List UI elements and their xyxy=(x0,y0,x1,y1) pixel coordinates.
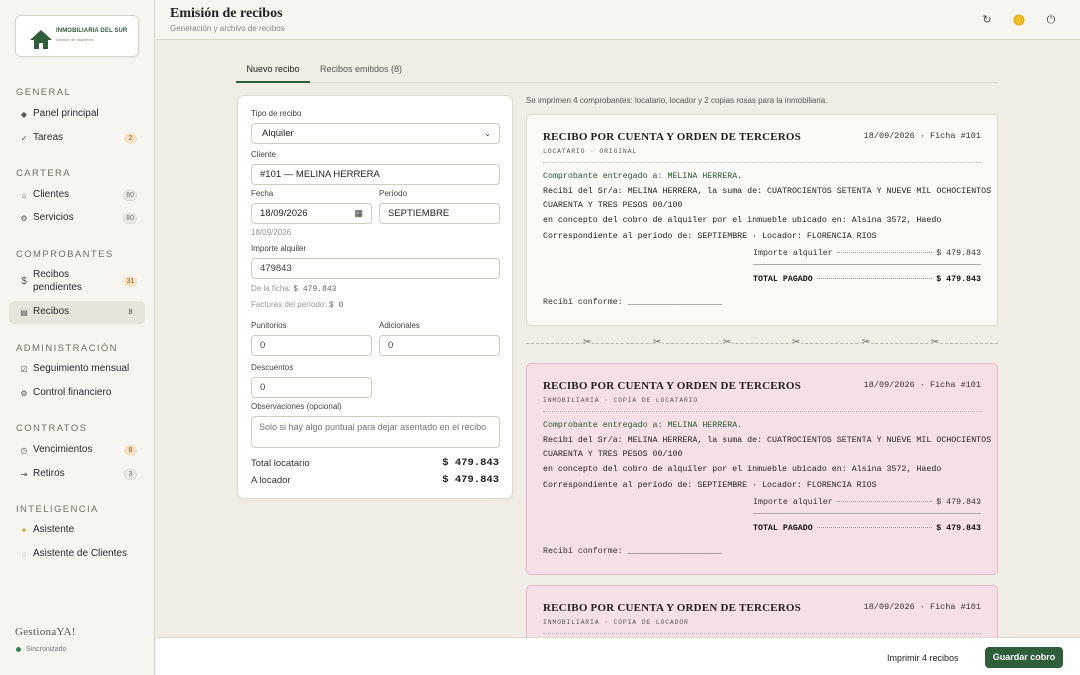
save-button[interactable]: Guardar cobro xyxy=(985,647,1063,668)
sync-status-label: Sincronizado xyxy=(26,646,67,653)
sidebar-item-asistente-clientes[interactable] xyxy=(9,543,145,566)
home-icon: ⌂ xyxy=(21,190,27,200)
receipt-title: RECIBO POR CUENTA Y ORDEN DE TERCEROS xyxy=(543,380,801,392)
section-inteligencia: INTELIGENCIA xyxy=(16,504,99,515)
total-locatario-label: Total locatario xyxy=(251,458,310,469)
importe-row xyxy=(753,498,981,507)
house-icon xyxy=(30,30,52,50)
punitorios-label: Punitorios xyxy=(251,321,287,330)
adicionales-label: Adicionales xyxy=(379,321,420,330)
facturas-hint xyxy=(251,300,343,310)
section-cartera: CARTERA xyxy=(16,168,72,179)
count-badge: 80 xyxy=(123,190,137,201)
signature-line: Recibí conforme: ___________________ xyxy=(543,547,723,556)
fecha-label: Fecha xyxy=(251,189,274,198)
refresh-icon[interactable]: ↻ xyxy=(982,14,992,26)
sparkle-icon: ✦ xyxy=(20,525,28,535)
descuentos-label: Descuentos xyxy=(251,363,294,372)
receipt-note: Se imprimen 4 comprobantes: locatario, locador y 2 copias rosas para la inmobiliaria. xyxy=(526,96,828,105)
total-locatario-value: $ 479.843 xyxy=(442,457,499,469)
receipt-line: Comprobante entregado a: MELINA HERRERA. xyxy=(543,172,743,181)
fecha-value: 18/09/2026 xyxy=(260,208,308,219)
count-badge: 80 xyxy=(123,213,137,224)
sidebar xyxy=(0,0,155,675)
scissors-icon: ✂ xyxy=(792,337,801,348)
clock-icon: ◷ xyxy=(20,445,28,455)
sidebar-item-seguimiento-mensual[interactable] xyxy=(9,358,145,381)
importe-input[interactable]: 479843 xyxy=(251,258,500,279)
total-row xyxy=(753,524,981,533)
sidebar-item-recibos-pendientes[interactable] xyxy=(9,266,145,297)
cut-line xyxy=(526,343,998,345)
receipt-line: Recibí del Sr/a: MELINA HERRERA, la suma de: CUATROCIENTOS SETENTA Y NUEVE MIL OCHOCIENTOS xyxy=(543,436,992,445)
receipt-date: 18/09/2026 · Ficha #101 xyxy=(863,131,981,141)
importe-row xyxy=(753,249,981,258)
count-badge: 3 xyxy=(124,469,137,480)
ficha-hint-value: $ 479.843 xyxy=(293,285,337,294)
importe-label: Importe alquiler xyxy=(753,498,833,507)
scissors-icon: ✂ xyxy=(862,337,871,348)
sidebar-item-label: Seguimiento mensual xyxy=(33,363,130,375)
receipt-title: RECIBO POR CUENTA Y ORDEN DE TERCEROS xyxy=(543,602,801,614)
sidebar-item-asistente[interactable] xyxy=(9,519,145,542)
cliente-input[interactable]: #101 — MELINA HERRERA xyxy=(251,164,500,185)
chat-icon: ◌ xyxy=(21,549,27,559)
receipt-icon: ▤ xyxy=(20,307,28,317)
a-locador-value: $ 479.843 xyxy=(442,474,499,486)
receipt-date: 18/09/2026 · Ficha #101 xyxy=(863,602,981,612)
sidebar-item-label: Panel principal xyxy=(33,108,99,120)
gear-icon: ⚙ xyxy=(20,213,28,223)
sidebar-item-control-financiero[interactable] xyxy=(9,382,145,405)
chevron-down-icon: ⌄ xyxy=(484,129,491,138)
sidebar-item-clientes[interactable] xyxy=(9,184,145,207)
sync-status xyxy=(16,646,66,653)
receipt-line: CUARENTA Y TRES PESOS 00/100 xyxy=(543,450,683,459)
importe-value: $ 479.843 xyxy=(936,498,981,507)
count-badge: 2 xyxy=(124,133,137,144)
importe-label: Importe alquiler xyxy=(753,249,833,258)
total-label: TOTAL PAGADO xyxy=(753,275,813,284)
a-locador-label: A locador xyxy=(251,475,291,486)
fecha-input[interactable] xyxy=(251,203,372,224)
sidebar-item-vencimientos[interactable] xyxy=(9,439,145,462)
receipt-line: Correspondiente al período de: SEPTIEMBRE · Locador: FLORENCIA RIOS xyxy=(543,232,877,241)
periodo-input[interactable]: SEPTIEMBRE xyxy=(379,203,500,224)
section-general: GENERAL xyxy=(16,87,72,98)
sidebar-item-label: Clientes xyxy=(33,189,70,201)
tab-bar xyxy=(236,58,998,83)
total-value: $ 479.843 xyxy=(936,524,981,533)
divider xyxy=(543,411,981,412)
tab-nuevo-recibo[interactable]: Nuevo recibo xyxy=(236,58,310,83)
section-contratos: CONTRATOS xyxy=(16,423,88,434)
receipt-locatario-original xyxy=(526,114,998,326)
sidebar-item-tareas[interactable] xyxy=(9,127,145,150)
gear-icon: ⚙ xyxy=(20,388,28,398)
cliente-label: Cliente xyxy=(251,150,276,159)
checkbox-icon: ☑ xyxy=(20,364,28,374)
sidebar-item-label: Recibos xyxy=(33,306,70,318)
receipt-copy-label: INMOBILIARIA · COPIA DE LOCADOR xyxy=(543,619,689,626)
observaciones-textarea[interactable] xyxy=(251,416,500,448)
importe-value: $ 479.843 xyxy=(936,249,981,258)
app-brand: GestionaYA! xyxy=(15,626,76,638)
divider xyxy=(543,162,981,163)
count-badge: 31 xyxy=(124,276,137,287)
sidebar-item-recibos[interactable] xyxy=(9,301,145,324)
receipt-title: RECIBO POR CUENTA Y ORDEN DE TERCEROS xyxy=(543,131,801,143)
tipo-value: Alquiler xyxy=(262,128,294,139)
print-button[interactable]: Imprimir 4 recibos xyxy=(887,653,959,663)
observaciones-label: Observaciones (opcional) xyxy=(251,402,342,411)
calendar-icon[interactable]: ▦ xyxy=(354,208,363,218)
check-icon: ✓ xyxy=(20,133,28,143)
theme-sun-icon[interactable] xyxy=(1012,13,1026,27)
logo-name: INMOBILIARIA DEL SUR xyxy=(56,28,128,34)
power-icon[interactable]: ⏻ xyxy=(1046,14,1056,26)
sidebar-item-label: Vencimientos xyxy=(33,444,93,456)
receipt-copia-locatario xyxy=(526,363,998,575)
punitorios-input[interactable]: 0 xyxy=(251,335,372,356)
receipt-form xyxy=(237,95,513,499)
receipt-line: en concepto del cobro de alquiler por el inmueble ubicado en: Alsina 3572, Haedo xyxy=(543,216,942,225)
count-badge: 8 xyxy=(128,309,133,316)
facturas-hint-label: Facturas del período: xyxy=(251,300,327,309)
divider xyxy=(543,633,981,634)
sidebar-item-label: Tareas xyxy=(33,132,64,144)
scissors-icon: ✂ xyxy=(723,337,732,348)
arrow-icon: ⇥ xyxy=(20,469,28,479)
sidebar-item-retiros[interactable] xyxy=(9,463,145,486)
receipt-copy-label: LOCATARIO · ORIGINAL xyxy=(543,148,638,155)
facturas-hint-value: $ 0 xyxy=(328,301,344,310)
divider xyxy=(753,264,981,265)
scissors-icon: ✂ xyxy=(583,337,592,348)
ficha-hint xyxy=(251,284,336,294)
page-subtitle: Generación y archivo de recibos xyxy=(170,24,285,33)
receipt-date: 18/09/2026 · Ficha #101 xyxy=(863,380,981,390)
sidebar-item-servicios[interactable] xyxy=(9,207,145,230)
page-title: Emisión de recibos xyxy=(170,6,283,21)
receipt-line: CUARENTA Y TRES PESOS 00/100 xyxy=(543,201,683,210)
sidebar-item-label: Recibos pendientes xyxy=(33,269,82,293)
sidebar-item-panel-principal[interactable] xyxy=(9,103,145,126)
count-badge: 8 xyxy=(124,445,137,456)
sidebar-item-label: Servicios xyxy=(33,212,74,224)
tipo-select[interactable] xyxy=(251,123,500,144)
section-administracion: ADMINISTRACIÓN xyxy=(16,343,118,354)
adicionales-input[interactable]: 0 xyxy=(379,335,500,356)
dollar-icon: $ xyxy=(21,275,27,287)
receipt-line: Correspondiente al período de: SEPTIEMBRE · Locador: FLORENCIA RIOS xyxy=(543,481,877,490)
sidebar-item-label: Asistente de Clientes xyxy=(33,548,127,560)
receipt-line: Recibí del Sr/a: MELINA HERRERA, la suma de: CUATROCIENTOS SETENTA Y NUEVE MIL OCHOCIENTOS xyxy=(543,187,992,196)
signature-line: Recibí conforme: ___________________ xyxy=(543,298,723,307)
header xyxy=(156,0,1080,40)
fecha-hint: 18/09/2026 xyxy=(251,228,292,237)
diamond-icon: ◆ xyxy=(20,109,28,119)
section-comprobantes: COMPROBANTES xyxy=(16,249,114,260)
scissors-icon: ✂ xyxy=(931,337,940,348)
sidebar-item-label: Control financiero xyxy=(33,387,112,399)
sidebar-item-label: Retiros xyxy=(33,468,65,480)
receipt-copy-label: INMOBILIARIA · COPIA DE LOCATARIO xyxy=(543,397,699,404)
descuentos-input[interactable]: 0 xyxy=(251,377,372,398)
footer-bar xyxy=(156,637,1080,675)
periodo-label: Período xyxy=(379,189,408,198)
total-value: $ 479.843 xyxy=(936,275,981,284)
receipt-line: Comprobante entregado a: MELINA HERRERA. xyxy=(543,421,743,430)
total-label: TOTAL PAGADO xyxy=(753,524,813,533)
total-row xyxy=(753,275,981,284)
scissors-icon: ✂ xyxy=(653,337,662,348)
ficha-hint-label: De la ficha: xyxy=(251,284,292,293)
divider xyxy=(753,513,981,514)
company-logo[interactable] xyxy=(15,15,139,57)
tab-recibos-emitidos[interactable]: Recibos emitidos (8) xyxy=(320,64,403,74)
status-dot-icon xyxy=(16,647,21,652)
receipt-line: en concepto del cobro de alquiler por el inmueble ubicado en: Alsina 3572, Haedo xyxy=(543,465,942,474)
sidebar-item-label: Asistente xyxy=(33,524,75,536)
tipo-label: Tipo de recibo xyxy=(251,109,302,118)
importe-label: Importe alquiler xyxy=(251,244,307,253)
logo-subtitle: Gestión de alquileres xyxy=(56,37,94,42)
